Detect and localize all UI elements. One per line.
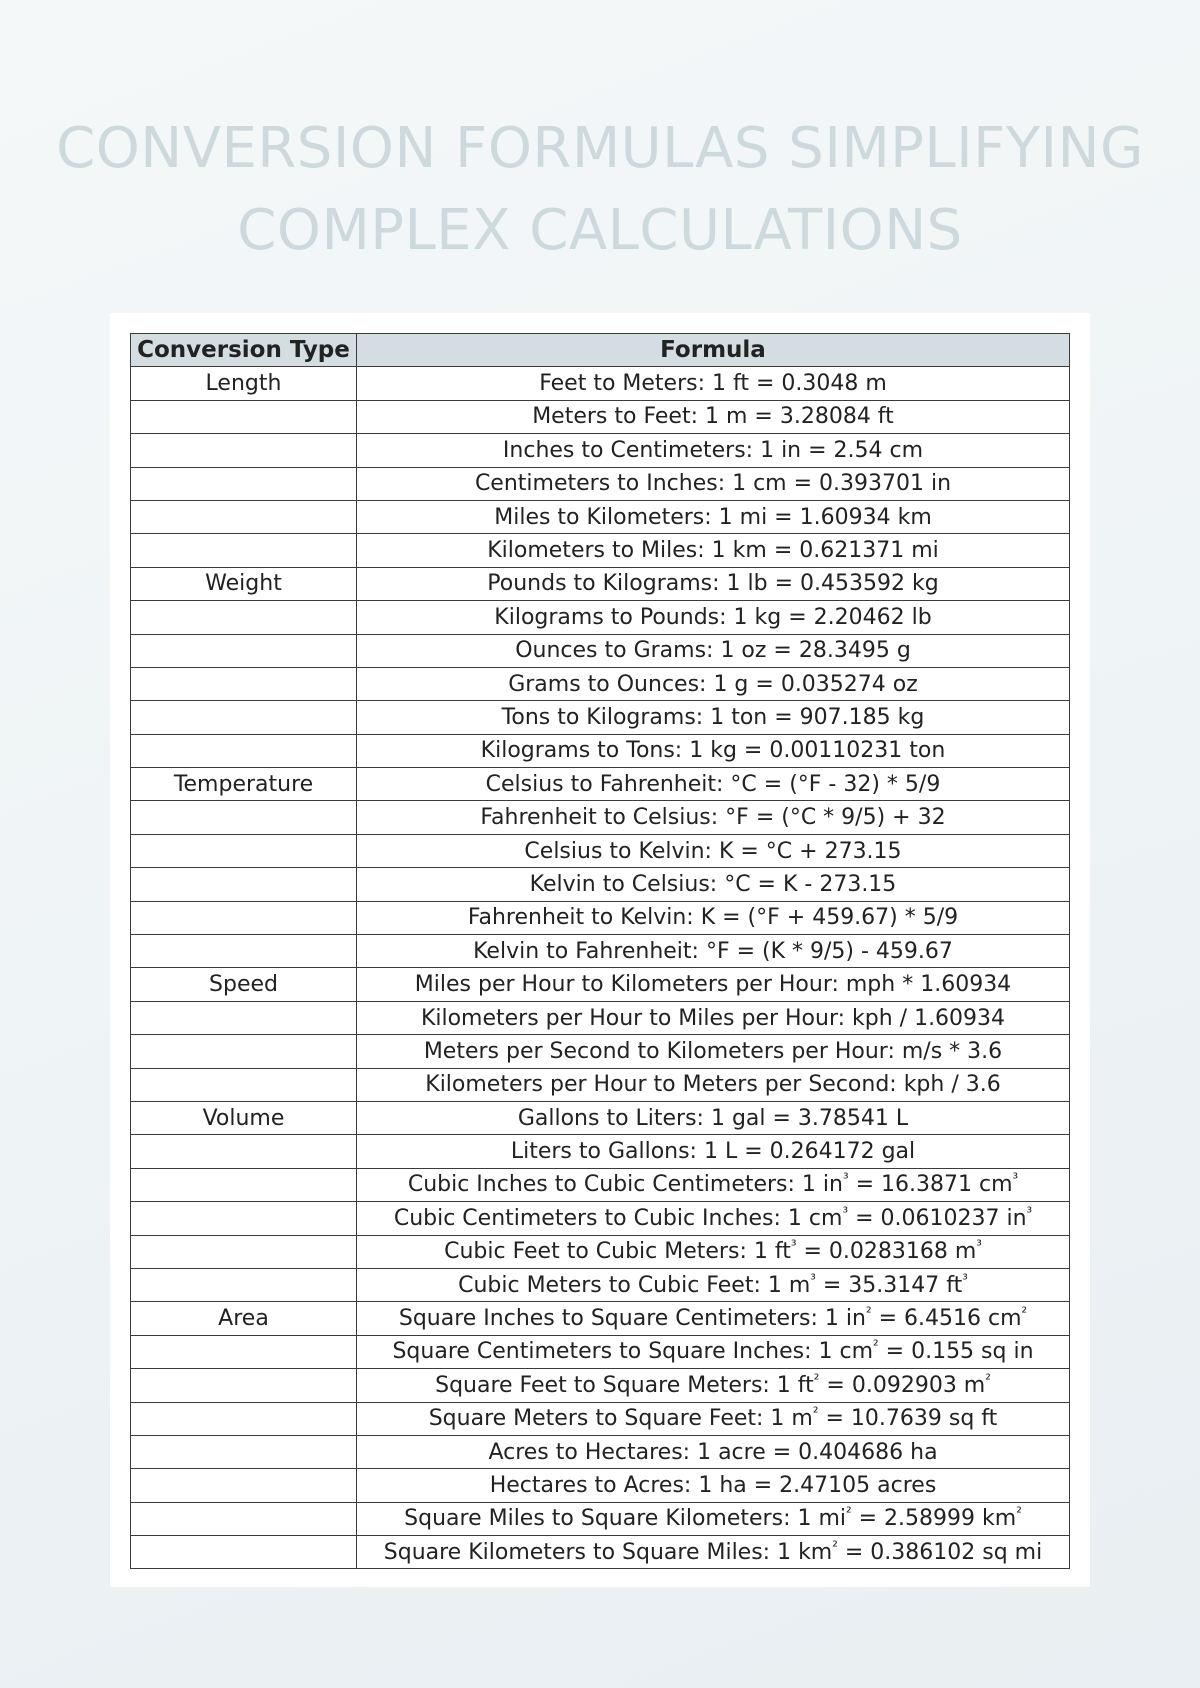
conversion-type-cell [131, 701, 357, 734]
formula-cell: Meters per Second to Kilometers per Hour: m/s * 3.6 [357, 1035, 1070, 1068]
formula-cell: Kilometers to Miles: 1 km = 0.621371 mi [357, 534, 1070, 567]
conversion-type-cell [131, 1268, 357, 1301]
formula-cell: Grams to Ounces: 1 g = 0.035274 oz [357, 667, 1070, 700]
table-row [131, 701, 1070, 734]
conversion-type-cell [131, 434, 357, 467]
table-row [131, 1101, 1070, 1134]
conversion-type-cell [131, 868, 357, 901]
table-row [131, 734, 1070, 767]
conversion-type-cell: Weight [131, 567, 357, 600]
conversion-type-cell [131, 734, 357, 767]
formula-cell: Kelvin to Celsius: °C = K - 273.15 [357, 868, 1070, 901]
formula-cell: Kelvin to Fahrenheit: °F = (K * 9/5) - 459.67 [357, 935, 1070, 968]
page-title-line-2: COMPLEX CALCULATIONS [237, 198, 963, 263]
formula-cell: Fahrenheit to Kelvin: K = (°F + 459.67) * 5/9 [357, 901, 1070, 934]
conversion-type-cell [131, 935, 357, 968]
table-row [131, 601, 1070, 634]
formula-cell: Liters to Gallons: 1 L = 0.264172 gal [357, 1135, 1070, 1168]
conversion-type-cell [131, 467, 357, 500]
formula-cell: Centimeters to Inches: 1 cm = 0.393701 in [357, 467, 1070, 500]
formula-cell: Celsius to Fahrenheit: °C = (°F - 32) * 5/9 [357, 768, 1070, 801]
table-row [131, 1035, 1070, 1068]
table-row [131, 968, 1070, 1001]
table-row [131, 1335, 1070, 1368]
formula-cell: Acres to Hectares: 1 acre = 0.404686 ha [357, 1435, 1070, 1468]
conversion-type-cell [131, 1369, 357, 1402]
conversion-type-cell [131, 1502, 357, 1535]
table-card [110, 313, 1090, 1587]
table-row [131, 1302, 1070, 1335]
formula-cell: Square Kilometers to Square Miles: 1 $km^{^2} = 0.386102$ sq mi [357, 1536, 1070, 1569]
conversion-type-cell [131, 801, 357, 834]
table-row [131, 1001, 1070, 1034]
conversion-type-cell [131, 1035, 357, 1068]
table-row [131, 1435, 1070, 1468]
table-row [131, 1536, 1070, 1569]
table-row [131, 1369, 1070, 1402]
formula-cell: Cubic Feet to Cubic Meters: 1 $ft^{^3} = 0.0283168$ $m^{^3}$ [357, 1235, 1070, 1268]
column-header-formula: Formula [357, 334, 1070, 367]
conversion-type-cell: Temperature [131, 768, 357, 801]
column-header-conversion-type: Conversion Type [131, 334, 357, 367]
formula-cell: Meters to Feet: 1 m = 3.28084 ft [357, 400, 1070, 433]
conversion-type-cell: Area [131, 1302, 357, 1335]
conversion-type-cell [131, 400, 357, 433]
table-row [131, 1168, 1070, 1201]
formula-cell: Fahrenheit to Celsius: °F = (°C * 9/5) + 32 [357, 801, 1070, 834]
formula-cell: Pounds to Kilograms: 1 lb = 0.453592 kg [357, 567, 1070, 600]
table-row [131, 801, 1070, 834]
formula-cell: Cubic Meters to Cubic Feet: 1 $m^{^3} = 35.3147$ $ft^{^3}$ [357, 1268, 1070, 1301]
formula-cell: Feet to Meters: 1 ft = 0.3048 m [357, 367, 1070, 400]
formula-cell: Kilograms to Pounds: 1 kg = 2.20462 lb [357, 601, 1070, 634]
table-row [131, 467, 1070, 500]
conversion-type-cell [131, 1168, 357, 1201]
table-row [131, 1235, 1070, 1268]
formula-cell: Square Meters to Square Feet: 1 $m^{^2} = 10.7639$ sq ft [357, 1402, 1070, 1435]
table-row [131, 935, 1070, 968]
table-row [131, 1068, 1070, 1101]
formula-cell: Cubic Inches to Cubic Centimeters: 1 $in^{^3} = 16.3871$ $cm^{^3}$ [357, 1168, 1070, 1201]
table-row [131, 400, 1070, 433]
formula-cell: Inches to Centimeters: 1 in = 2.54 cm [357, 434, 1070, 467]
table-row [131, 868, 1070, 901]
formula-cell: Miles per Hour to Kilometers per Hour: mph * 1.60934 [357, 968, 1070, 1001]
conversion-type-cell [131, 634, 357, 667]
conversion-type-cell [131, 1068, 357, 1101]
conversion-type-cell [131, 1202, 357, 1235]
conversion-type-cell [131, 901, 357, 934]
formula-cell: Miles to Kilometers: 1 mi = 1.60934 km [357, 500, 1070, 533]
conversion-type-cell [131, 601, 357, 634]
page-title [0, 108, 1200, 272]
formula-cell: Square Feet to Square Meters: 1 $ft^{^2} = 0.092903$ $m^{^2}$ [357, 1369, 1070, 1402]
table-row [131, 534, 1070, 567]
table-row [131, 634, 1070, 667]
conversion-type-cell [131, 500, 357, 533]
conversion-type-cell [131, 1135, 357, 1168]
conversion-type-cell [131, 534, 357, 567]
formula-cell: Hectares to Acres: 1 ha = 2.47105 acres [357, 1469, 1070, 1502]
conversion-type-cell [131, 1469, 357, 1502]
conversion-type-cell [131, 834, 357, 867]
conversion-type-cell [131, 1435, 357, 1468]
table-header [131, 334, 1070, 367]
formula-cell: Cubic Centimeters to Cubic Inches: 1 $cm^{^3} = 0.0610237$ $in^{^3}$ [357, 1202, 1070, 1235]
formula-cell: Ounces to Grams: 1 oz = 28.3495 g [357, 634, 1070, 667]
formula-cell: Kilometers per Hour to Miles per Hour: kph / 1.60934 [357, 1001, 1070, 1034]
header-row [131, 334, 1070, 367]
table-row [131, 1402, 1070, 1435]
conversion-type-cell [131, 1235, 357, 1268]
conversion-type-cell: Length [131, 367, 357, 400]
table-row [131, 1268, 1070, 1301]
conversion-table [130, 333, 1070, 1569]
conversion-type-cell [131, 1001, 357, 1034]
table-row [131, 367, 1070, 400]
table-row [131, 667, 1070, 700]
formula-cell: Square Miles to Square Kilometers: 1 $mi^{^2} = 2.58999$ $km^{^2}$ [357, 1502, 1070, 1535]
formula-cell: Square Centimeters to Square Inches: 1 $cm^{^2} = 0.155$ sq in [357, 1335, 1070, 1368]
table-row [131, 567, 1070, 600]
formula-cell: Square Inches to Square Centimeters: 1 $in^{^2} = 6.4516$ $cm^{^2}$ [357, 1302, 1070, 1335]
conversion-type-cell [131, 1335, 357, 1368]
table-body [131, 367, 1070, 1569]
table-row [131, 901, 1070, 934]
table-row [131, 434, 1070, 467]
formula-cell: Kilometers per Hour to Meters per Second: kph / 3.6 [357, 1068, 1070, 1101]
page-title-line-1: CONVERSION FORMULAS SIMPLIFYING [56, 116, 1144, 181]
table-row [131, 1135, 1070, 1168]
formula-cell: Gallons to Liters: 1 gal = 3.78541 L [357, 1101, 1070, 1134]
formula-cell: Celsius to Kelvin: K = °C + 273.15 [357, 834, 1070, 867]
table-row [131, 1469, 1070, 1502]
formula-cell: Tons to Kilograms: 1 ton = 907.185 kg [357, 701, 1070, 734]
table-row [131, 834, 1070, 867]
table-row [131, 768, 1070, 801]
formula-cell: Kilograms to Tons: 1 kg = 0.00110231 ton [357, 734, 1070, 767]
table-row [131, 1202, 1070, 1235]
conversion-type-cell: Volume [131, 1101, 357, 1134]
conversion-type-cell [131, 1402, 357, 1435]
table-row [131, 1502, 1070, 1535]
conversion-type-cell [131, 1536, 357, 1569]
conversion-type-cell [131, 667, 357, 700]
table-row [131, 500, 1070, 533]
conversion-type-cell: Speed [131, 968, 357, 1001]
